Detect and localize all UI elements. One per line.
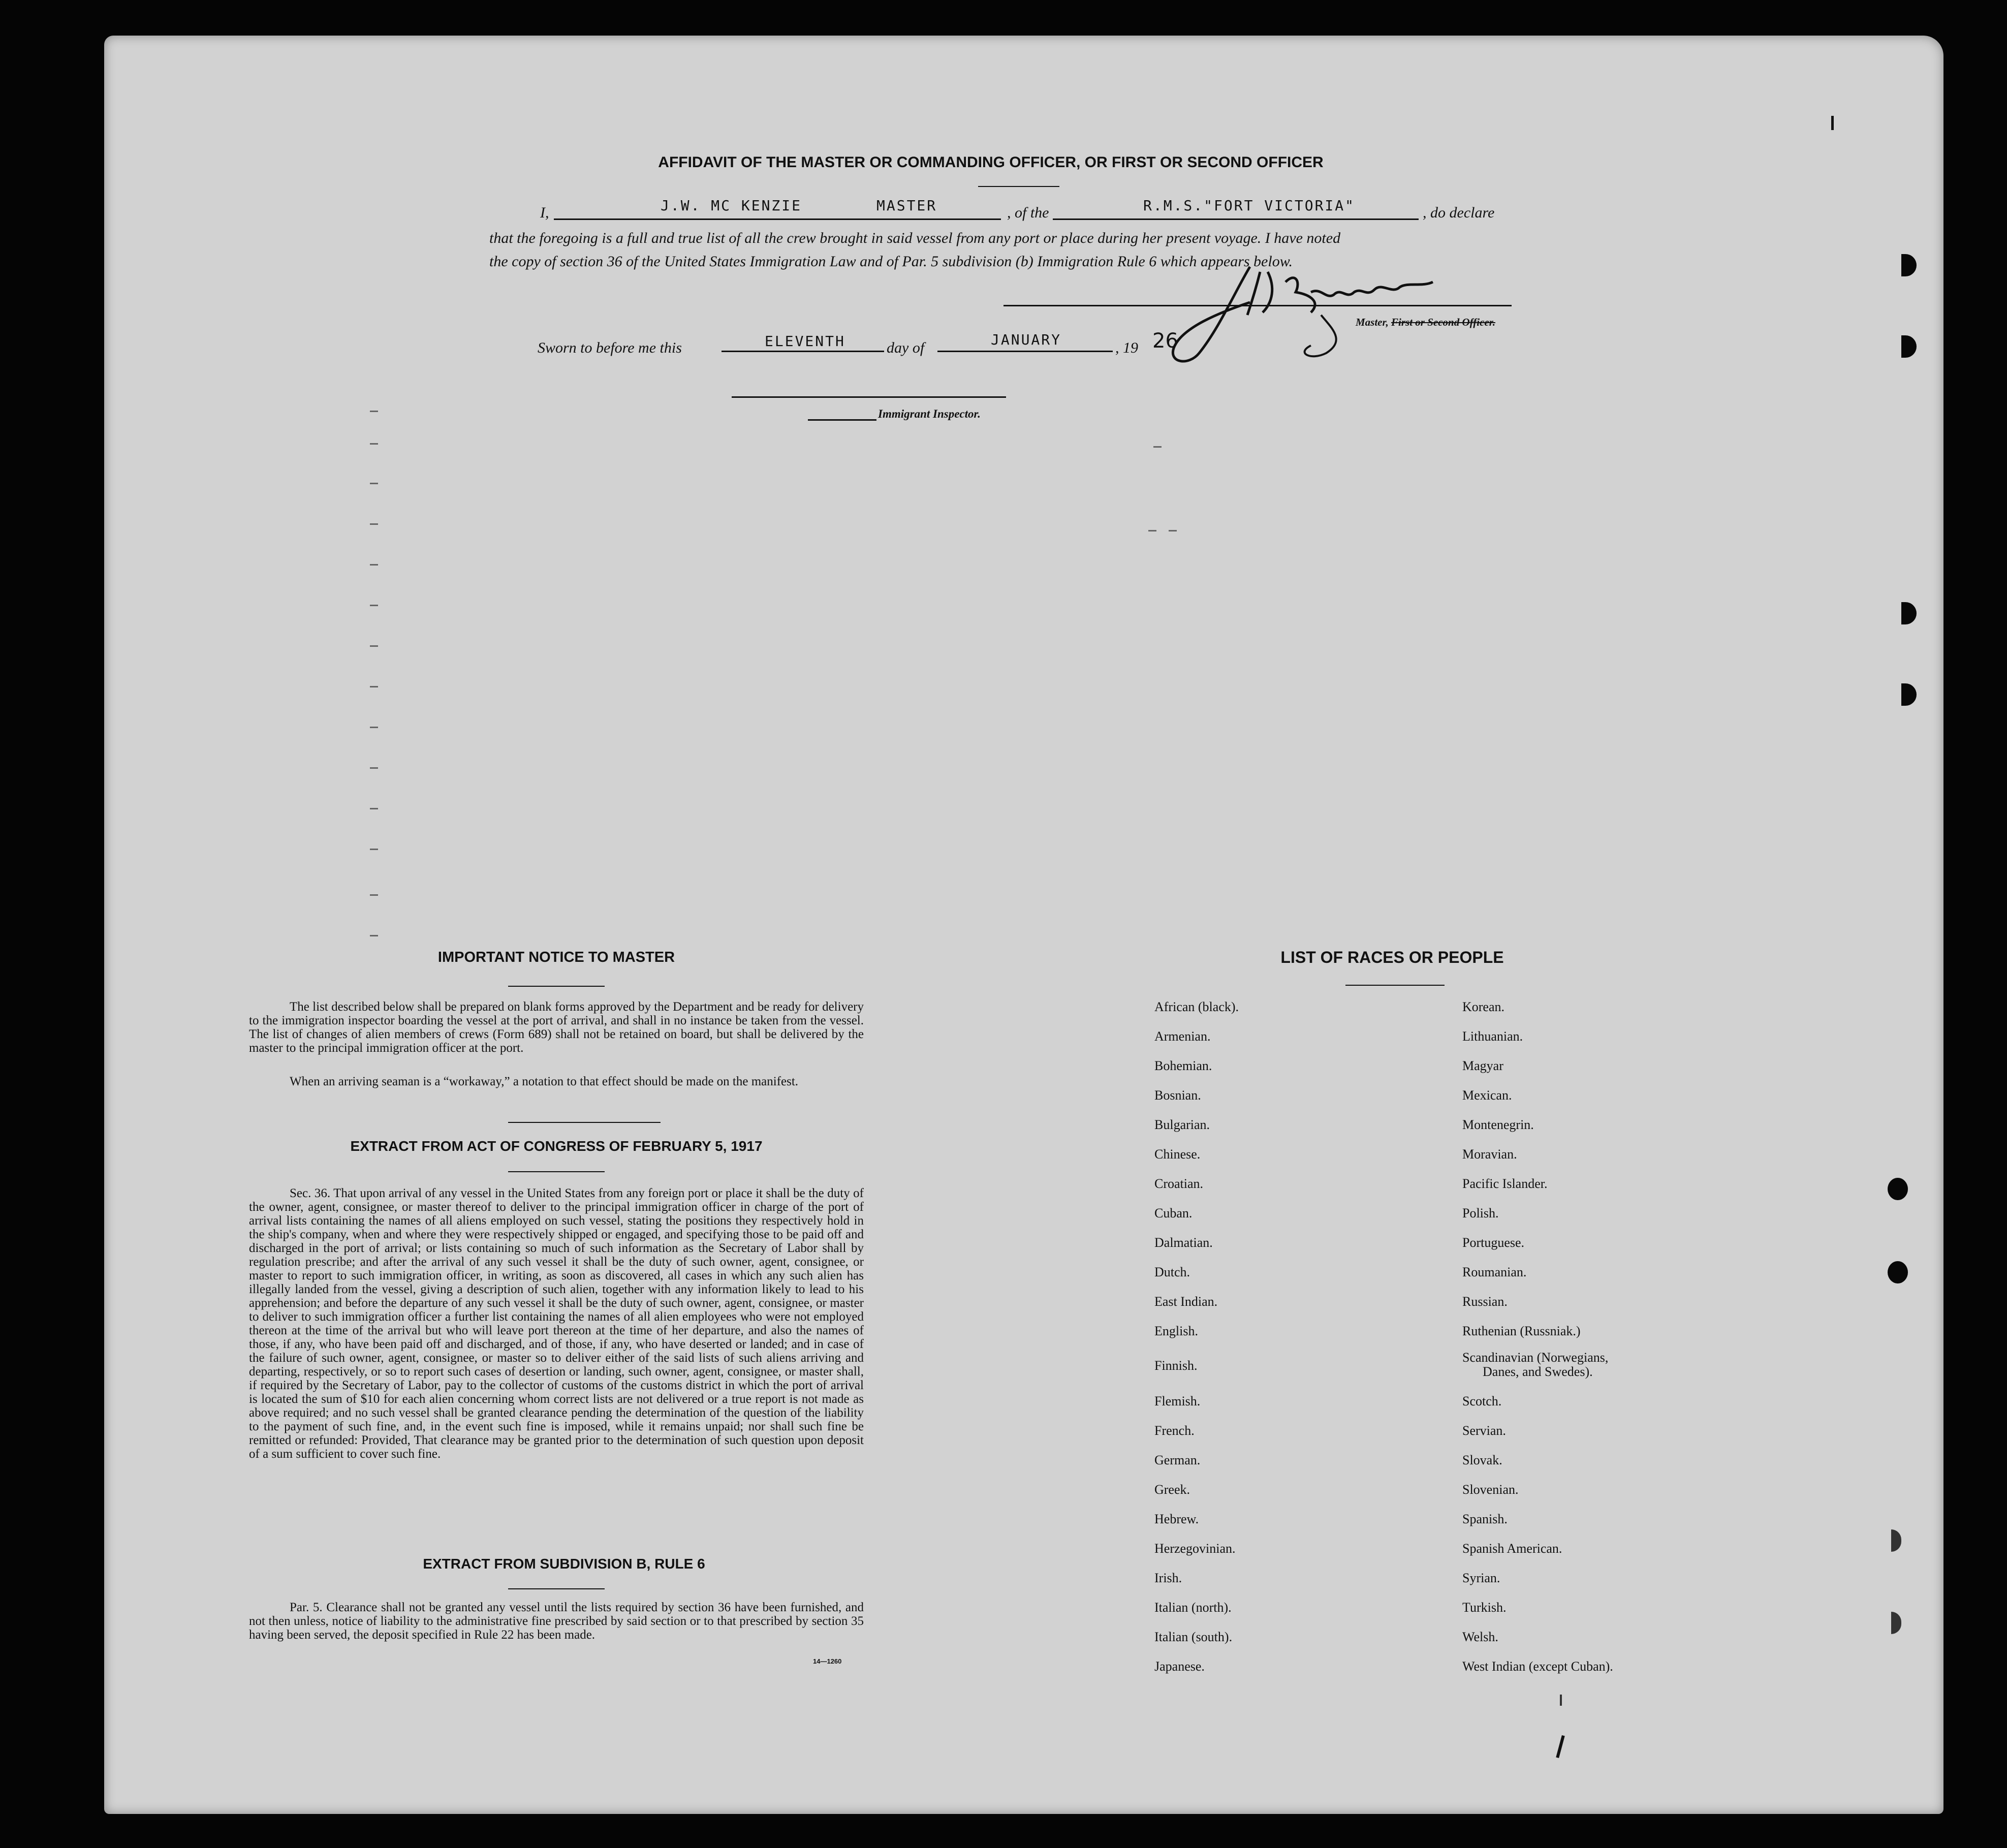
race-item-line: Danes, and Swedes). [1483,1364,1593,1379]
race-item: Magyar [1462,1058,1503,1073]
margin-tick [1169,530,1177,531]
margin-tick [370,645,378,647]
race-item: Cuban. [1154,1206,1193,1220]
day-underline [722,351,884,352]
signature-caption-struck: First or Second Officer. [1391,316,1495,328]
margin-tick [370,727,378,728]
form-number: 14—1260 [813,1657,842,1665]
month-underline [937,351,1113,352]
notice-divider [508,1122,661,1123]
sworn-month-field: JANUARY [991,331,1062,348]
margin-tick [1153,446,1162,448]
race-item: Greek. [1154,1482,1190,1497]
sworn-day-field: ELEVENTH [765,333,845,350]
year-suffix-field: 26 [1152,329,1178,353]
notice-rule [508,986,605,987]
race-item: Russian. [1462,1294,1508,1309]
race-item: Polish. [1462,1206,1499,1220]
master-name-field: J.W. MC KENZIE [661,197,802,214]
race-item: Bohemian. [1154,1058,1212,1073]
margin-tick [370,443,378,445]
notice-paragraph-1: The list described below shall be prepared on blank forms approved by the Department and be ready for delivery to the immigration inspector boarding the vessel at the port of arrival, and shall in no instance be taken from the vessel. The list of changes of alien members of crews (Form 689) shall not be retained on board, but shall be delivered by the master to the principal immigration officer at the port. [249,1000,864,1055]
sworn-label: Sworn to before me this [538,339,682,356]
race-item: Montenegrin. [1462,1117,1534,1132]
race-item: Bosnian. [1154,1088,1201,1103]
race-item: Croatian. [1154,1176,1204,1191]
affidavit-body-line-1: that the foregoing is a full and true list of all the crew brought in said vessel from any port or place during her present voyage. I have noted [489,230,1341,246]
race-item: African (black). [1154,999,1239,1014]
margin-tick [370,564,378,566]
race-item: Mexican. [1462,1088,1512,1103]
race-item: East Indian. [1154,1294,1218,1309]
margin-tick [1148,530,1156,531]
race-item: English. [1154,1324,1198,1338]
margin-tick [370,894,378,896]
stray-mark [1831,116,1834,130]
race-item: Dalmatian. [1154,1235,1213,1250]
race-item: Armenian. [1154,1029,1211,1044]
of-the-label: , of the [1007,204,1049,221]
race-item: Finnish. [1154,1358,1198,1373]
race-item: Scotch. [1462,1394,1502,1408]
inspector-signature-line [732,396,1006,398]
margin-tick [370,523,378,525]
vessel-underline [1053,218,1419,220]
binder-hole [1888,1261,1908,1283]
race-item-line: Scandinavian (Norwegians, [1462,1350,1609,1365]
rank-field: MASTER [876,197,937,214]
act-section-36: Sec. 36. That upon arrival of any vessel in the United States from any foreign port or place it shall be the duty of the owner, agent, consignee, or master thereof to deliver to the principal immigration officer in charge of the port of arrival lists containing the names of all aliens employed on such vessel, stating the positions they respectively hold in the ship's company, when and where they were respectively shipped or engaged, and specifying those to be paid off and discharged in the port of arrival; or lists containing so much of such information as the Secretary of Labor shall by regulation prescribe; and after the arrival of any such vessel it shall be the duty of such owner, agent, consignee, or master to report to such immigration officer, in writing, as soon as discovered, all cases in which any such alien has illegally landed from the vessel, giving a description of such alien, together with any information likely to lead to his apprehension; and before the departure of any such vessel it shall be the duty of such owner, agent, consignee, or master to deliver to such immigration officer a further list containing the names of all alien employees who were not employed thereon at the time of the arrival but who will leave port thereon at the time of her departure, and also the names of those, if any, who have been paid off and discharged, and of those, if any, who have deserted or landed; and in case of the failure of such owner, agent, consignee, or master so to deliver either of the said lists of such aliens arriving and departing, respectively, or so to report such cases of desertion or landing, such owner, agent, consignee, or master shall, if required by the Secretary of Labor, pay to the collector of customs of the customs district in which the port of arrival is located the sum of $10 for each alien concerning whom correct lists are not delivered or a true report is not made as above required; and no such vessel shall be granted clearance pending the determination of the question of the liability to the payment of such fine, and, in the event such fine is imposed, while it remains unpaid; nor shall such fine be remitted or refunded: Provided, That clearance may be granted prior to the determination of such question upon deposit of a sum sufficient to cover such fine. [249,1186,864,1461]
race-item: Spanish American. [1462,1541,1562,1556]
race-item: Ruthenian (Russniak.) [1462,1324,1581,1338]
race-item: Irish. [1154,1571,1182,1585]
binder-hole [1888,1178,1908,1200]
race-item: Syrian. [1462,1571,1500,1585]
signature-caption [1356,316,1495,329]
race-item: Lithuanian. [1462,1029,1523,1044]
vessel-name-field: R.M.S."FORT VICTORIA" [1143,197,1356,214]
race-item: Spanish. [1462,1512,1508,1526]
stray-mark [1560,1695,1562,1706]
race-item: Flemish. [1154,1394,1201,1408]
margin-tick [370,483,378,484]
year-prefix-label: , 19 [1115,339,1138,356]
race-item: Herzegovinian. [1154,1541,1236,1556]
affidavit-body-line-2: the copy of section 36 of the United States Immigration Law and of Par. 5 subdivision (b) Immigration Rule 6 which appears below. [489,253,1293,270]
race-item: Japanese. [1154,1659,1205,1674]
day-of-label: day of [887,339,925,356]
race-item: Bulgarian. [1154,1117,1210,1132]
notice-paragraph-2: When an arriving seaman is a “workaway,” a notation to that effect should be made on the manifest. [290,1075,799,1088]
race-item: Korean. [1462,999,1505,1014]
race-item: Pacific Islander. [1462,1176,1548,1191]
race-item: Dutch. [1154,1265,1190,1279]
race-item: Roumanian. [1462,1265,1527,1279]
margin-tick [370,686,378,687]
rule-paragraph-5: Par. 5. Clearance shall not be granted any vessel until the lists required by section 36 have been furnished, and not then unless, notice of liability to the administrative fine prescribed by said section or to that prescribed by section 35 having been served, the deposit specified in Rule 22 has been made. [249,1601,864,1642]
margin-tick [370,935,378,936]
races-heading: LIST OF RACES OR PEOPLE [1280,948,1504,966]
heading-rule [978,186,1059,187]
act-heading: EXTRACT FROM ACT OF CONGRESS OF FEBRUARY 5, 1917 [350,1138,763,1154]
race-item: French. [1154,1423,1195,1438]
race-item: Turkish. [1462,1600,1507,1615]
race-item: Hebrew. [1154,1512,1199,1526]
affidavit-i-label: I, [540,204,549,221]
do-declare-label: , do declare [1423,204,1495,221]
race-item: German. [1154,1453,1201,1467]
notice-heading: IMPORTANT NOTICE TO MASTER [437,949,675,965]
race-item [1462,1351,1608,1379]
master-signature [1158,252,1443,368]
name-underline [554,218,1001,220]
race-item: Italian (north). [1154,1600,1232,1615]
race-item: West Indian (except Cuban). [1462,1659,1613,1674]
races-rule [1345,985,1445,986]
act-rule [508,1171,605,1172]
race-item: Moravian. [1462,1147,1517,1162]
margin-tick [370,808,378,809]
inspector-underline [808,419,876,421]
race-item: Slovenian. [1462,1482,1519,1497]
race-item: Welsh. [1462,1630,1498,1644]
race-item: Portuguese. [1462,1235,1525,1250]
margin-tick [370,411,378,412]
race-item: Chinese. [1154,1147,1201,1162]
margin-tick [370,605,378,606]
inspector-caption: Immigrant Inspector. [878,408,981,420]
margin-tick [370,767,378,769]
rule-heading: EXTRACT FROM SUBDIVISION B, RULE 6 [423,1556,705,1572]
race-item: Slovak. [1462,1453,1502,1467]
rule-rule [508,1588,605,1589]
signature-caption-master: Master, [1356,316,1389,328]
race-item: Italian (south). [1154,1630,1233,1644]
margin-tick [370,849,378,850]
affidavit-heading: AFFIDAVIT OF THE MASTER OR COMMANDING OFFICER, OR FIRST OR SECOND OFFICER [658,154,1324,171]
race-item: Servian. [1462,1423,1506,1438]
form-page [104,36,1943,1814]
